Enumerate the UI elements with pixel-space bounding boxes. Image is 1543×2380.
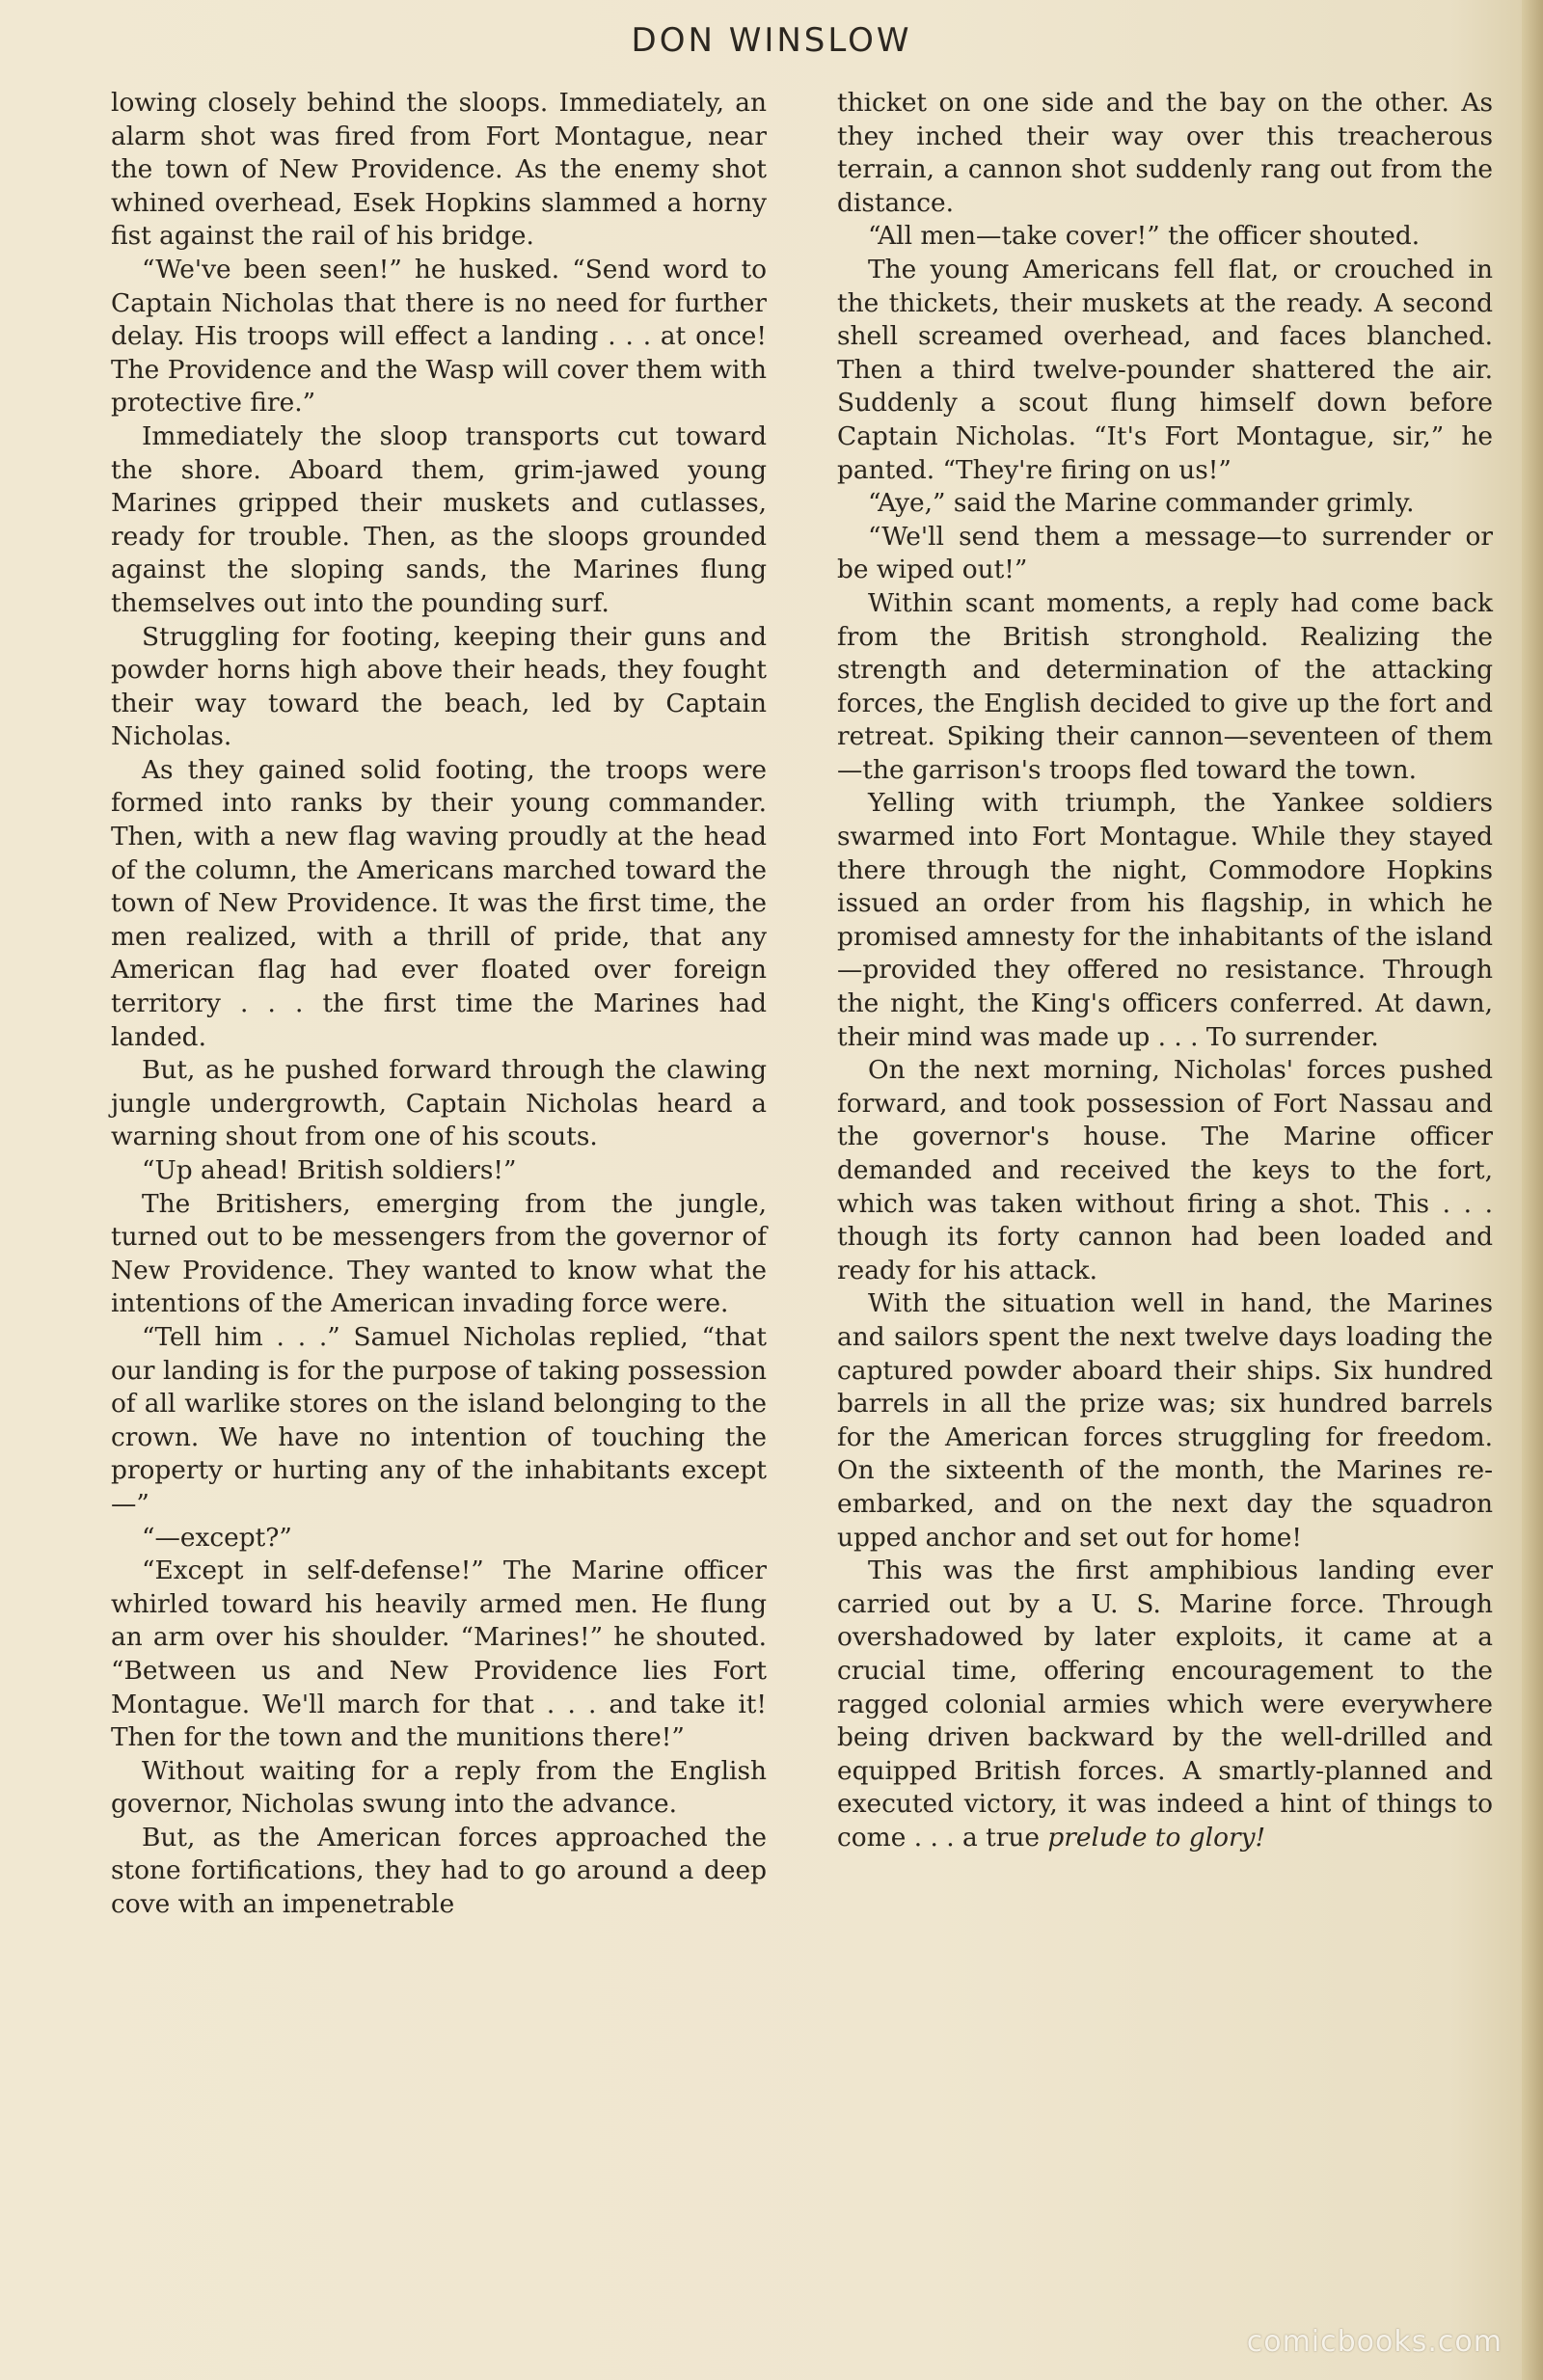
paragraph: Immediately the sloop transports cut toward the shore. Aboard them, grim-jawed young Marines gripped their muskets and cutlasses, ready for trouble. Then, as the sloops grounded against the sloping sands, the Marines flung themselves out into the pounding surf. bbox=[111, 420, 767, 618]
paragraph: “Tell him . . .” Samuel Nicholas replied, “that our landing is for the purpose of taking possession of all warlike stores on the island belonging to the crown. We have no intention of touching the property or hurting any of the inhabitants except—” bbox=[111, 1321, 767, 1519]
paragraph: On the next morning, Nicholas' forces pushed forward, and took possession of Fort Nassau and the governor's house. The Marine officer demanded and received the keys to the fort, which was taken without firing a shot. This . . . though its forty cannon had been loaded and ready for his attack. bbox=[837, 1055, 1493, 1285]
watermark: comicbooks.com bbox=[1246, 2325, 1502, 2359]
right-column bbox=[837, 87, 1493, 1854]
paragraph: Struggling for footing, keeping their guns and powder horns high above their heads, they fought their way toward the beach, led by Captain Nicholas. bbox=[111, 621, 767, 752]
paragraph: “All men—take cover!” the officer shouted. bbox=[868, 221, 1421, 252]
paragraph: Without waiting for a reply from the English governor, Nicholas swung into the advance. bbox=[111, 1755, 767, 1820]
page-title: DON WINSLOW bbox=[631, 21, 912, 60]
paragraph: “Aye,” said the Marine commander grimly. bbox=[868, 488, 1415, 519]
paragraph: thicket on one side and the bay on the other. As they inched their way over this treacherous terrain, a cannon shot suddenly rang out from the distance. bbox=[837, 88, 1493, 218]
closing-phrase: prelude to glory! bbox=[1047, 1822, 1266, 1853]
paragraph: With the situation well in hand, the Marines and sailors spent the next twelve days loading the captured powder aboard their ships. Six hundred barrels in all the prize was; six hundred barrels for the American forces struggling for freedom. On the sixteenth of the month, the Marines re-embarked, and on the next day the squadron upped anchor and set out for home! bbox=[837, 1288, 1493, 1553]
paragraph: Yelling with triumph, the Yankee soldiers swarmed into Fort Montague. While they stayed there through the night, Commodore Hopkins issued an order from his flagship, in which he promised amnesty for the inhabitants of the island—provided they offered no resistance. Through the night, the King's officers conferred. At dawn, their mind was made up . . . To surrender. bbox=[837, 788, 1493, 1052]
paragraph: Within scant moments, a reply had come back from the British stronghold. Realizing the strength and determination of the attacking forces, the English decided to give up the fort and retreat. Spiking their cannon—seventeen of them—the garrison's troops fled toward the town. bbox=[837, 587, 1493, 785]
paragraph bbox=[837, 1555, 1493, 1854]
left-column bbox=[111, 87, 767, 1922]
paragraph: But, as he pushed forward through the clawing jungle undergrowth, Captain Nicholas heard a warning shout from one of his scouts. bbox=[111, 1055, 767, 1152]
paragraph: lowing closely behind the sloops. Immediately, an alarm shot was fired from Fort Montague, near the town of New Providence. As the enemy shot whined overhead, Esek Hopkins slammed a horny fist against the rail of his bridge. bbox=[111, 88, 767, 252]
paragraph: “—except?” bbox=[142, 1522, 292, 1553]
paragraph-text: This was the first amphibious landing ever carried out by a U. S. Marine force. Through overshadowed by later exploits, it came at a crucial time, offering encouragement to the ragged colonial armies which were everywhere being driven backward by the well-drilled and equipped British forces. A smartly-planned and executed victory, it was indeed a hint of things to come . . . a true bbox=[837, 1555, 1493, 1853]
paragraph: As they gained solid footing, the troops were formed into ranks by their young commander. Then, with a new flag waving proudly at the head of the column, the Americans marched toward the town of New Providence. It was the first time, the men realized, with a thrill of pride, that any American flag had ever floated over foreign territory . . . the first time the Marines had landed. bbox=[111, 754, 767, 1052]
paragraph: But, as the American forces approached the stone fortifications, they had to go around a deep cove with an impenetrable bbox=[111, 1822, 767, 1920]
paragraph: “We've been seen!” he husked. “Send word to Captain Nicholas that there is no need for further delay. His troops will effect a landing . . . at once! The Providence and the Wasp will cover them with protective fire.” bbox=[111, 254, 767, 419]
paragraph: “We'll send them a message—to surrender or be wiped out!” bbox=[837, 521, 1493, 585]
page-spine bbox=[1522, 0, 1543, 2380]
paragraph: The young Americans fell flat, or crouched in the thickets, their muskets at the ready. A second shell screamed overhead, and faces blanched. Then a third twelve-pounder shattered the air. Suddenly a scout flung himself down before Captain Nicholas. “It's Fort Montague, sir,” he panted. “They're firing on us!” bbox=[837, 254, 1493, 485]
paragraph: The Britishers, emerging from the jungle, turned out to be messengers from the governor of New Providence. They wanted to know what the intentions of the American invading force were. bbox=[111, 1188, 767, 1319]
paragraph: “Up ahead! British soldiers!” bbox=[142, 1155, 517, 1185]
paragraph: “Except in self-defense!” The Marine officer whirled toward his heavily armed men. He flung an arm over his shoulder. “Marines!” he shouted. “Between us and New Providence lies Fort Montague. We'll march for that . . . and take it! Then for the town and the munitions there!” bbox=[111, 1555, 767, 1753]
